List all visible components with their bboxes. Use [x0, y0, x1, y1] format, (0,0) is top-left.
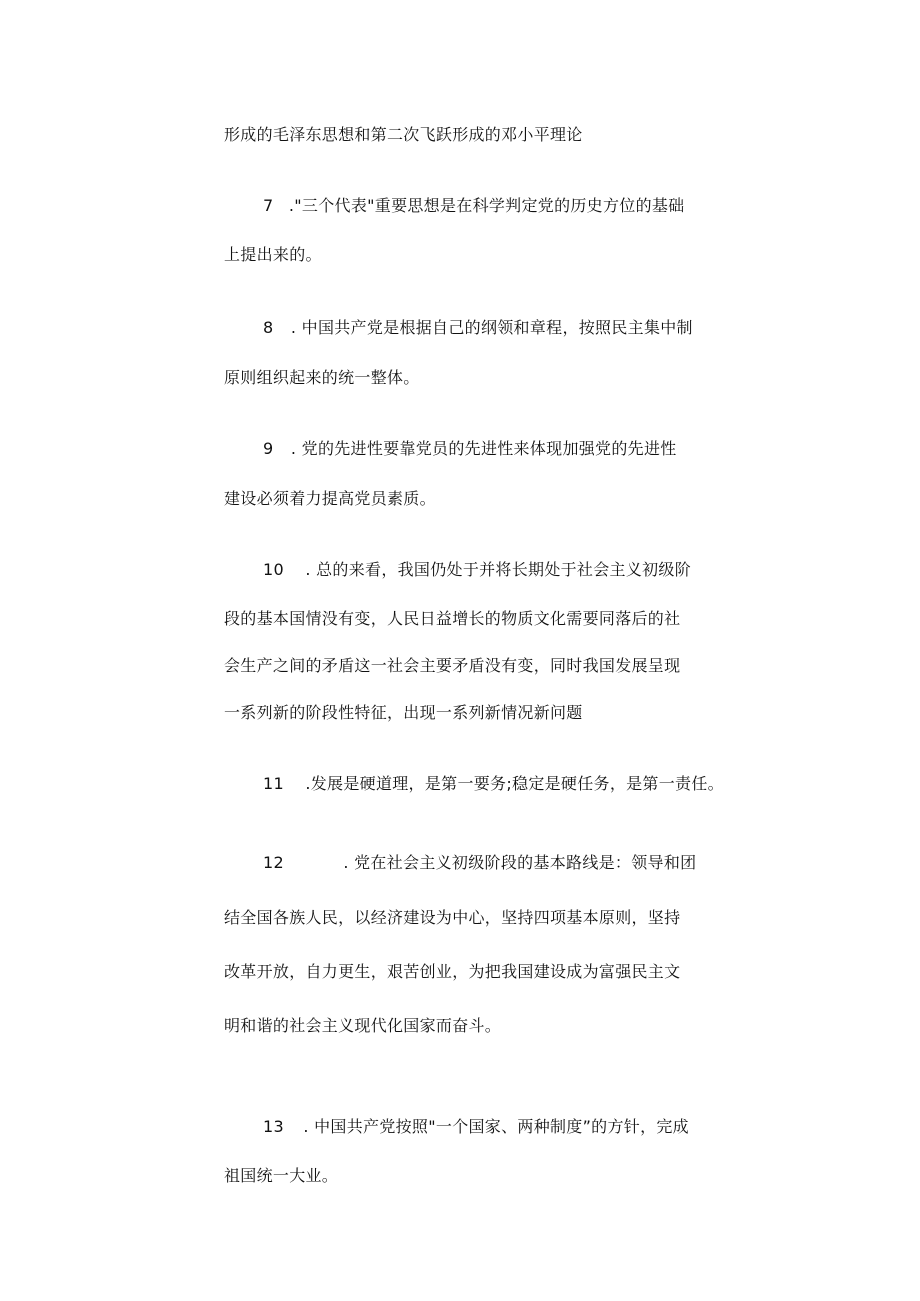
item-text: . 党的先进性要靠党员的先进性来体现加强党的先进性 [290, 439, 677, 458]
item-12-first-line [263, 853, 696, 873]
item-9-line: 建设必须着力提高党员素质。 [224, 489, 436, 508]
item-number: 12 [263, 853, 284, 872]
item-10-first-line [263, 560, 691, 580]
continuation-text: 形成的毛泽东思想和第二次飞跃形成的邓小平理论 [224, 125, 583, 144]
item-10-line: 一系列新的阶段性特征，出现一系列新情况新问题 [224, 703, 583, 722]
item-text: ."三个代表"重要思想是在科学判定党的历史方位的基础 [288, 196, 685, 215]
item-12-line: 结全国各族人民，以经济建设为中心，坚持四项基本原则，坚持 [224, 908, 681, 927]
item-9-first-line [263, 439, 677, 459]
item-12-line: 明和谐的社会主义现代化国家而奋斗。 [224, 1016, 502, 1035]
item-number: 7 [263, 196, 274, 215]
item-number: 8 [263, 318, 274, 337]
item-number: 9 [263, 439, 274, 458]
item-10-line: 段的基本国情没有变，人民日益增长的物质文化需要同落后的社 [224, 609, 681, 628]
item-text: . 总的来看，我国仍处于并将长期处于社会主义初级阶 [305, 560, 692, 579]
item-7-line: 上提出来的。 [224, 245, 322, 264]
item-number: 13 [263, 1117, 284, 1136]
item-text: . 党在社会主义初级阶段的基本路线是：领导和团 [343, 853, 697, 872]
item-11-first-line [263, 774, 724, 794]
item-13-line: 祖国统一大业。 [224, 1166, 339, 1185]
item-12-line: 改革开放，自力更生，艰苦创业，为把我国建设成为富强民主文 [224, 962, 681, 981]
item-number: 10 [263, 560, 284, 579]
item-8-first-line [263, 318, 693, 338]
item-10-line: 会生产之间的矛盾这一社会主要矛盾没有变，同时我国发展呈现 [224, 656, 681, 675]
item-number: 11 [263, 774, 284, 793]
item-13-first-line [263, 1117, 689, 1137]
item-8-line: 原则组织起来的统一整体。 [224, 368, 420, 387]
item-text: . 中国共产党是根据自己的纲领和章程，按照民主集中制 [290, 318, 693, 337]
item-7-first-line [263, 196, 684, 216]
item-text: .发展是硬道理，是第一要务;稳定是硬任务，是第一责任。 [305, 774, 724, 793]
item-text: . 中国共产党按照"一个国家、两种制度”的方针，完成 [303, 1117, 689, 1136]
